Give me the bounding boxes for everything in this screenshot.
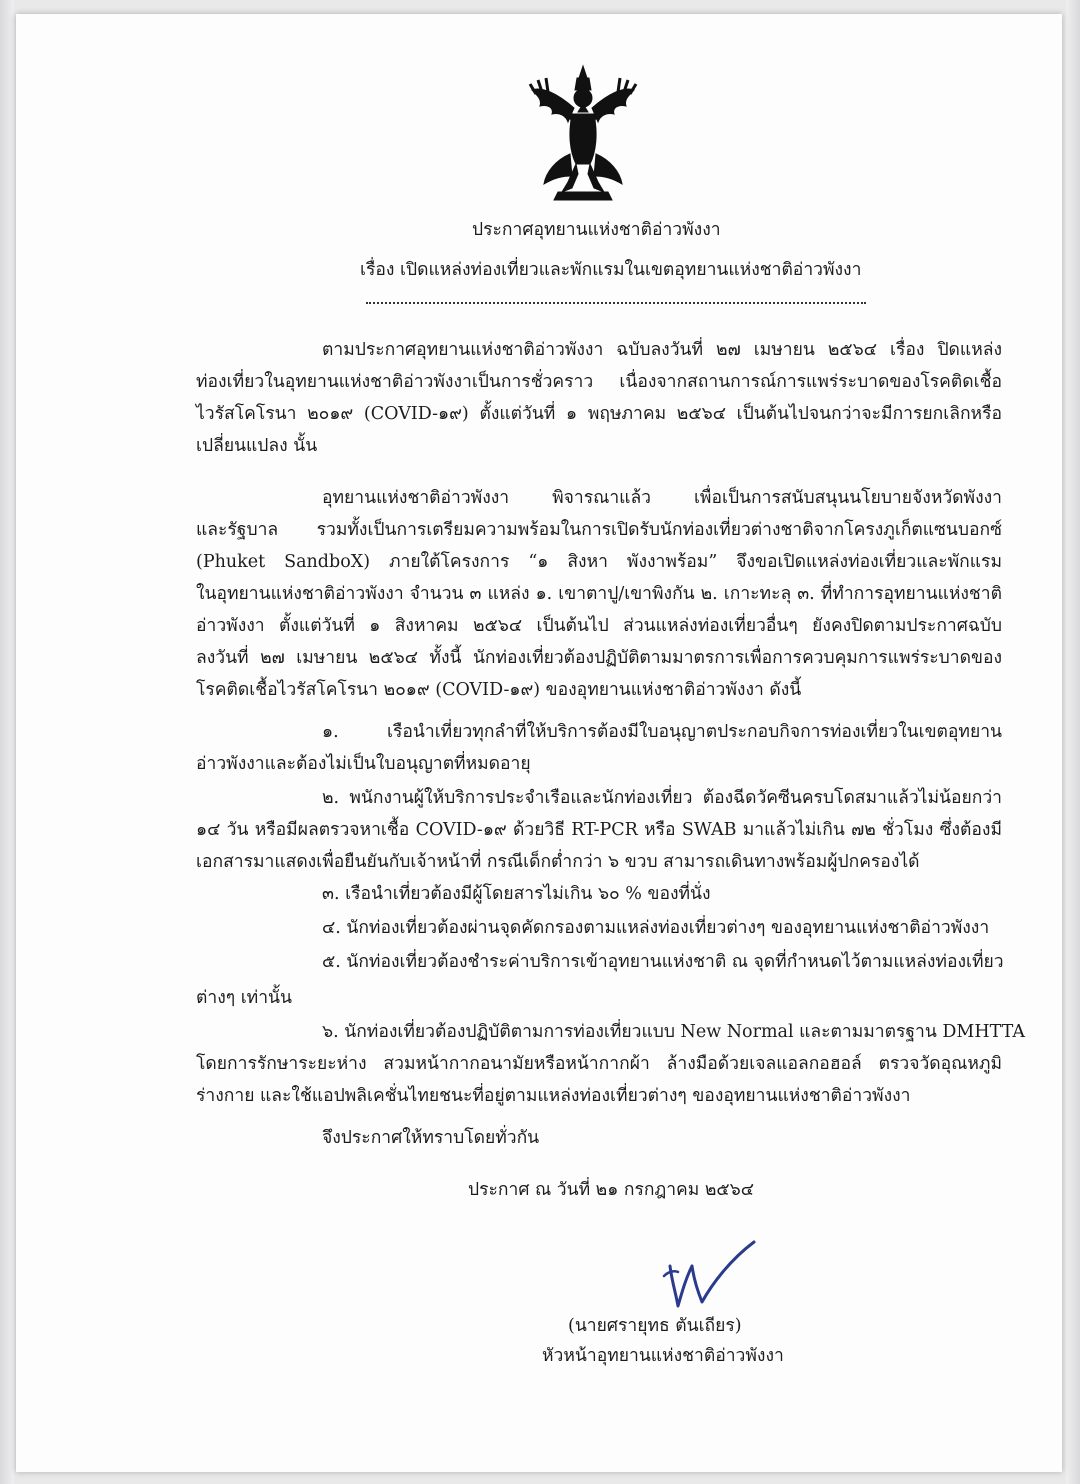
closing-statement: จึงประกาศให้ทราบโดยทั่วกัน [322, 1128, 540, 1148]
rule-2: ๒. พนักงานผู้ให้บริการประจำเรือและนักท่องเที่ยว ต้องฉีดวัคซีนครบโดสมาแล้วไม่น้อยกว่า [322, 788, 1002, 808]
garuda-emblem-icon [528, 64, 638, 204]
paragraph-line: อ่าวพังงา ตั้งแต่วันที่ ๑ สิงหาคม ๒๕๖๔ เป็นต้นไป ส่วนแหล่งท่องเที่ยวอื่นๆ ยังคงปิดตามประกาศฉบับ [196, 616, 1002, 636]
paragraph-line: เปลี่ยนแปลง นั้น [196, 436, 318, 456]
signature-icon [656, 1236, 766, 1316]
announcement-date: ประกาศ ณ วันที่ ๒๑ กรกฎาคม ๒๕๖๔ [468, 1180, 754, 1200]
rule-2-cont: ๑๔ วัน หรือมีผลตรวจหาเชื้อ COVID-๑๙ ด้วยวิธี RT-PCR หรือ SWAB มาแล้วไม่เกิน ๗๒ ชั่วโมง ซึ่งต้องมี [196, 820, 1002, 840]
rule-1-cont: อ่าวพังงาและต้องไม่เป็นใบอนุญาตที่หมดอายุ [196, 754, 531, 774]
announcement-title: ประกาศอุทยานแห่งชาติอ่าวพังงา [472, 220, 721, 240]
paragraph-line: ลงวันที่ ๒๗ เมษายน ๒๕๖๔ ทั้งนี้ นักท่องเที่ยวต้องปฏิบัติตามมาตรการเพื่อการควบคุมการแพร่ระบาดของ [196, 648, 1002, 668]
rule-6-cont: ร่างกาย และใช้แอปพลิเคชั่นไทยชนะที่อยู่ตามแหล่งท่องเที่ยวต่างๆ ของอุทยานแห่งชาติอ่าวพังงา [196, 1086, 911, 1106]
rule-6: ๖. นักท่องเที่ยวต้องปฏิบัติตามการท่องเที่ยวแบบ New Normal และตามมาตรฐาน DMHTTA [322, 1022, 1025, 1042]
rule-1: ๑. เรือนำเที่ยวทุกลำที่ให้บริการต้องมีใบอนุญาตประกอบกิจการท่องเที่ยวในเขตอุทยาน [322, 722, 1002, 742]
paragraph-line: ตามประกาศอุทยานแห่งชาติอ่าวพังงา ฉบับลงวันที่ ๒๗ เมษายน ๒๕๖๔ เรื่อง ปิดแหล่ง [322, 340, 1002, 360]
rule-2-cont: เอกสารมาแสดงเพื่อยืนยันกับเจ้าหน้าที่ กรณีเด็กต่ำกว่า ๖ ขวบ สามารถเดินทางพร้อมผู้ปกครองได้ [196, 852, 920, 872]
paragraph-line: ท่องเที่ยวในอุทยานแห่งชาติอ่าวพังงาเป็นการชั่วคราว เนื่องจากสถานการณ์การแพร่ระบาดของโรคติดเชื้อ [196, 372, 1002, 392]
rule-3: ๓. เรือนำเที่ยวต้องมีผู้โดยสารไม่เกิน ๖๐ % ของที่นั่ง [322, 884, 711, 904]
paragraph-line: และรัฐบาล รวมทั้งเป็นการเตรียมความพร้อมในการเปิดรับนักท่องเที่ยวต่างชาติจากโครงภูเก็ตแซนบอกซ์ [196, 520, 1002, 540]
paragraph-line: โรคติดเชื้อไวรัสโคโรนา ๒๐๑๙ (COVID-๑๙) ของอุทยานแห่งชาติอ่าวพังงา ดังนี้ [196, 680, 802, 700]
signer-name: (นายศรายุทธ ตันเถียร) [568, 1316, 742, 1336]
document-page [16, 14, 1062, 1472]
paragraph-line: ในอุทยานแห่งชาติอ่าวพังงา จำนวน ๓ แหล่ง ๑. เขาตาปู/เขาพิงกัน ๒. เกาะทะลุ ๓. ที่ทำการอุทยานแห่งชาติ [196, 584, 1002, 604]
signer-position: หัวหน้าอุทยานแห่งชาติอ่าวพังงา [542, 1346, 784, 1366]
paragraph-line: (Phuket SandboX) ภายใต้โครงการ “๑ สิงหา พังงาพร้อม” จึงขอเปิดแหล่งท่องเที่ยวและพักแรม [196, 552, 1002, 572]
rule-4: ๔. นักท่องเที่ยวต้องผ่านจุดคัดกรองตามแหล่งท่องเที่ยวต่างๆ ของอุทยานแห่งชาติอ่าวพังงา [322, 918, 990, 938]
rule-5: ๕. นักท่องเที่ยวต้องชำระค่าบริการเข้าอุทยานแห่งชาติ ณ จุดที่กำหนดไว้ตามแหล่งท่องเที่ยว [322, 952, 1004, 972]
rule-6-cont: โดยการรักษาระยะห่าง สวมหน้ากากอนามัยหรือหน้ากากผ้า ล้างมือด้วยเจลแอลกอฮอล์ ตรวจวัดอุณหภูมิ [196, 1054, 1002, 1074]
paragraph-line: ไวรัสโคโรนา ๒๐๑๙ (COVID-๑๙) ตั้งแต่วันที่ ๑ พฤษภาคม ๒๕๖๔ เป็นต้นไปจนกว่าจะมีการยกเลิกหรือ [196, 404, 1002, 424]
rule-5-cont: ต่างๆ เท่านั้น [196, 988, 292, 1008]
paragraph-line: อุทยานแห่งชาติอ่าวพังงา พิจารณาแล้ว เพื่อเป็นการสนับสนุนนโยบายจังหวัดพังงา [322, 488, 1002, 508]
header-divider [366, 302, 866, 304]
frame-left-edge [0, 0, 14, 1484]
announcement-subject: เรื่อง เปิดแหล่งท่องเที่ยวและพักแรมในเขตอุทยานแห่งชาติอ่าวพังงา [360, 260, 862, 280]
frame-right-edge [1066, 0, 1080, 1484]
